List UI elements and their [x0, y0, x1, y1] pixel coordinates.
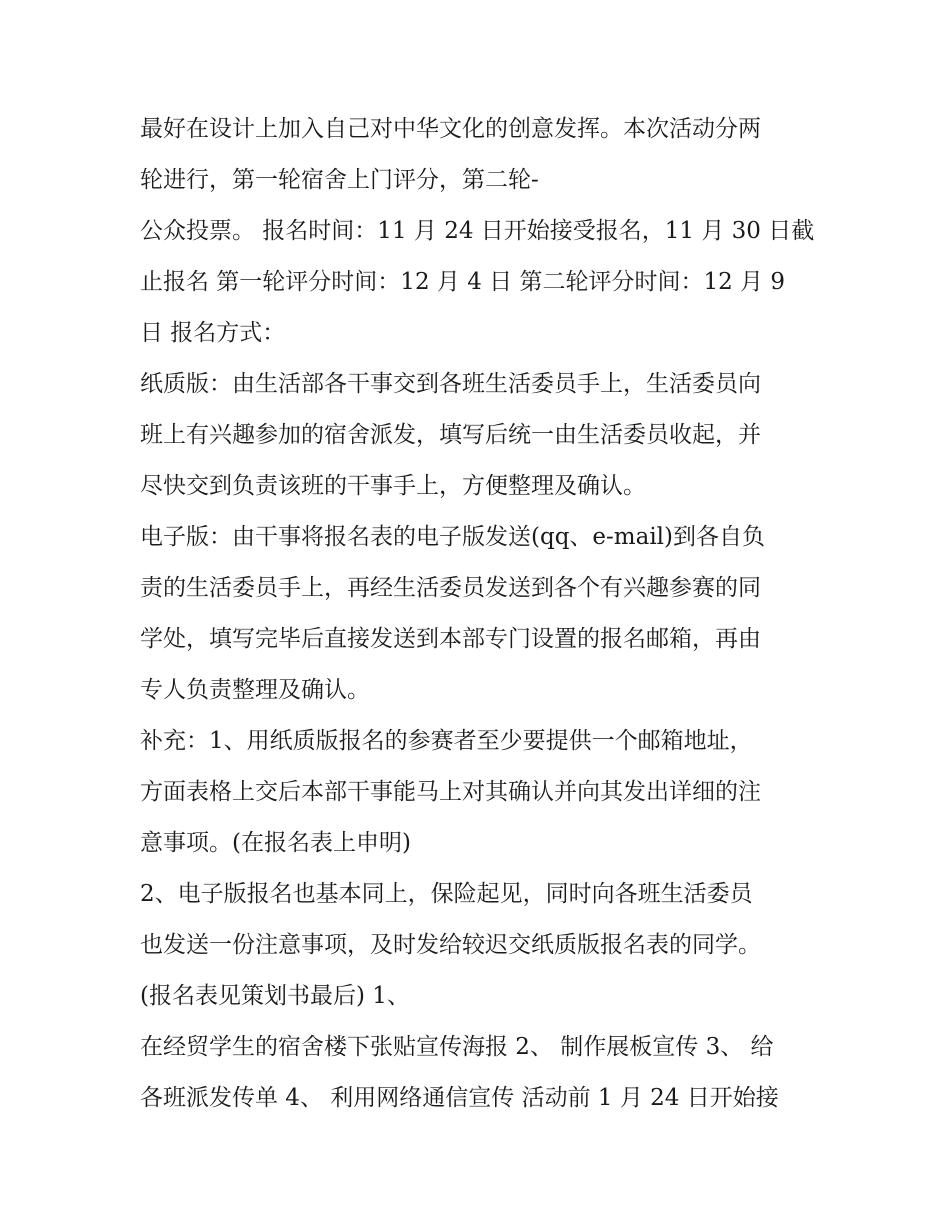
text-line: 电子版：由干事将报名表的电子版发送(qq、e-mail)到各自负 — [140, 524, 766, 550]
text-line: 专人负责整理及确认。 — [140, 677, 370, 703]
text-line: 2、电子版报名也基本同上，保险起见，同时向各班生活委员 — [140, 881, 753, 907]
text-line: 班上有兴趣参加的宿舍派发，填写后统一由生活委员收起，并 — [140, 422, 761, 448]
text-line: 轮进行，第一轮宿舍上门评分，第二轮- — [140, 167, 539, 193]
text-line: 方面表格上交后本部干事能马上对其确认并向其发出详细的注 — [140, 779, 761, 805]
text-line: 止报名 第一轮评分时间：12 月 4 日 第二轮评分时间：12 月 9 — [140, 269, 785, 295]
text-line: 各班派发传单 4、 利用网络通信宣传 活动前 1 月 24 日开始接 — [140, 1085, 779, 1111]
text-line: 意事项。(在报名表上申明) — [140, 830, 411, 856]
text-line: 公众投票。 报名时间：11 月 24 日开始接受报名，11 月 30 日截 — [140, 218, 815, 244]
text-line: 责的生活委员手上，再经生活委员发送到各个有兴趣参赛的同 — [140, 575, 761, 601]
text-line: 学处，填写完毕后直接发送到本部专门设置的报名邮箱，再由 — [140, 626, 761, 652]
text-line: 也发送一份注意事项，及时发给较迟交纸质版报名表的同学。 — [140, 932, 761, 958]
document-body — [140, 104, 820, 1124]
text-line: 补充：1、用纸质版报名的参赛者至少要提供一个邮箱地址， — [140, 728, 753, 754]
text-line: (报名表见策划书最后) 1、 — [140, 983, 410, 1009]
text-line: 尽快交到负责该班的干事手上，方便整理及确认。 — [140, 473, 646, 499]
text-line: 最好在设计上加入自己对中华文化的创意发挥。本次活动分两 — [140, 116, 761, 142]
text-line: 在经贸学生的宿舍楼下张贴宣传海报 2、 制作展板宣传 3、 给 — [140, 1034, 774, 1060]
text-line: 纸质版：由生活部各干事交到各班生活委员手上，生活委员向 — [140, 371, 761, 397]
text-line: 日 报名方式： — [140, 320, 286, 346]
